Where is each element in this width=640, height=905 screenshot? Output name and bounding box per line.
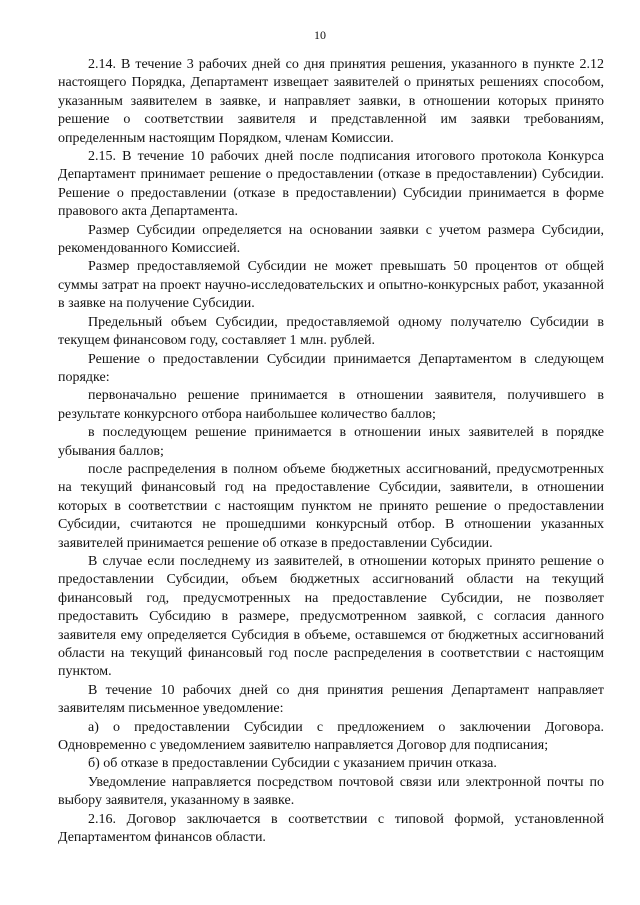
paragraph-2-16: 2.16. Договор заключается в соответствии с типовой формой, установленной Департаментом финансов области. bbox=[58, 811, 604, 846]
paragraph-notification: В течение 10 рабочих дней со дня принятия решения Департамент направляет заявителям письменное уведомление: bbox=[58, 682, 604, 717]
page-number: 10 bbox=[314, 28, 326, 42]
paragraph-decision-order: Решение о предоставлении Субсидии принимается Департаментом в следующем порядке: bbox=[58, 351, 604, 385]
paragraph-notification-b: б) об отказе в предоставлении Субсидии с указанием причин отказа. bbox=[88, 756, 497, 772]
paragraph-order-first: первоначально решение принимается в отношении заявителя, получившего в результате конкурсного отбора наибольшее количество баллов; bbox=[58, 388, 604, 422]
paragraph-notification-a: а) о предоставлении Субсидии с предложением о заключении Договора. Одновременно с уведомлением заявителю направляется Договор для подписания; bbox=[58, 719, 604, 754]
paragraph-notification-delivery: Уведомление направляется посредством почтовой связи или электронной почты по выбору заявителя, указанному в заявке. bbox=[58, 774, 604, 809]
paragraph-subsidy-max-amount: Предельный объем Субсидии, предоставляемой одному получателю Субсидии в текущем финансовом году, составляет 1 млн. рублей. bbox=[58, 314, 604, 349]
paragraph-last-applicant: В случае если последнему из заявителей, в отношении которых принято решение о предоставлении Субсидии, объем бюджетных ассигнований области на текущий финансовый год, предусмотренных на предоставление Субсидии, не позволяет предоставить Субсидию в размере, предусмотренном заявкой, с согласия данного заявителя ему определяется Субсидия в объеме, оставшемся от бюджетных ассигнований области на текущий финансовый год после распределения в соответствии с настоящим пунктом. bbox=[58, 553, 604, 680]
paragraph-2-14: 2.14. В течение 3 рабочих дней со дня принятия решения, указанного в пункте 2.12 настоящего Порядка, Департамент извещает заявителей о принятых решениях способом, указанным заявителем в заявке, и направляет заявки, в отношении которых принято решение о соответствии заявителя и представленной им заявки требованиям, определенным настоящим Порядком, членам Комиссии. bbox=[58, 57, 604, 146]
document-body bbox=[58, 56, 604, 847]
paragraph-order-after-distribution: после распределения в полном объеме бюджетных ассигнований, предусмотренных на текущий финансовый год на предоставление Субсидии, заявители, в отношении которых в соответствии с настоящим пунктом не принято решение о предоставлении Субсидии, считаются не прошедшими конкурсный отбор. В отношении указанных заявителей принимается решение об отказе в предоставлении Субсидии. bbox=[58, 461, 604, 551]
paragraph-subsidy-size: Размер Субсидии определяется на основании заявки с учетом размера Субсидии, рекомендованного Комиссией. bbox=[58, 222, 604, 257]
paragraph-subsidy-limit-percent: Размер предоставляемой Субсидии не может превышать 50 процентов от общей суммы затрат на проект научно-исследовательских и опытно-конкурсных работ, указанной в заявке на получение Субсидии. bbox=[58, 259, 604, 312]
paragraph-2-15: 2.15. В течение 10 рабочих дней после подписания итогового протокола Конкурса Департамент принимает решение о предоставлении (отказе в предоставлении) Субсидии. Решение о предоставлении (отказе в предоставлении) Субсидии принимается в форме правового акта Департамента. bbox=[58, 149, 604, 220]
paragraph-order-subsequent: в последующем решение принимается в отношении иных заявителей в порядке убывания баллов; bbox=[58, 425, 604, 459]
